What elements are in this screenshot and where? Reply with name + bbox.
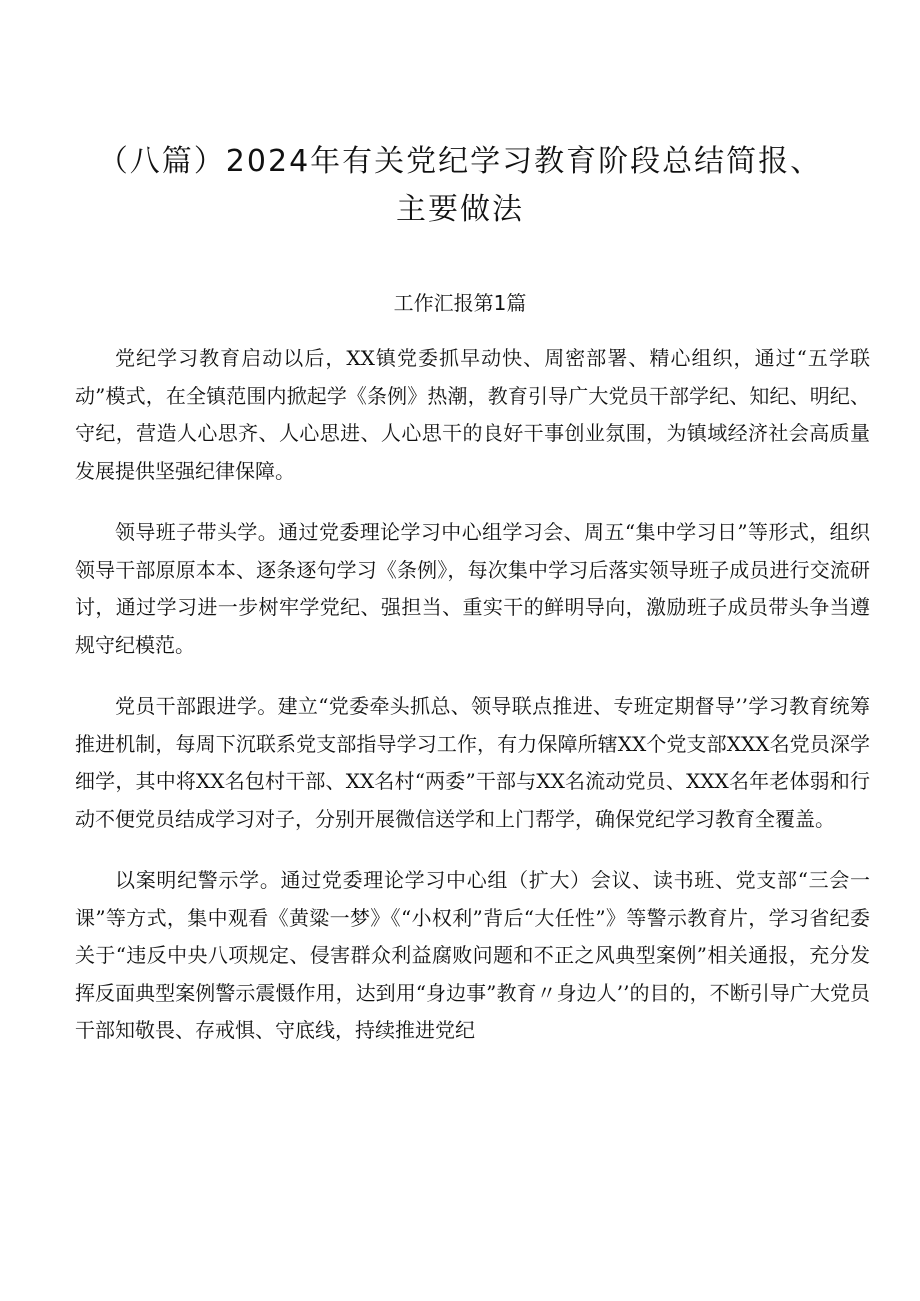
paragraph-leadership-study bbox=[75, 514, 870, 664]
paragraph-warning-study bbox=[75, 862, 870, 1050]
paragraph-intro bbox=[75, 340, 870, 490]
document-title-line-2: 主要做法 bbox=[396, 192, 524, 228]
paragraph-lead: 领导班子带头学。 bbox=[115, 520, 279, 544]
paragraph-lead: 以案明纪警示学。 bbox=[115, 868, 281, 892]
paragraph-text: 建立“党委牵头抓总、领导联点推进、专班定期督导’’学习教育统筹推进机制，每周下沉联系党支部指导学习工作，有力保障所辖XX个党支部XXX名党员深学细学，其中将XX名包村干部、XX名村“两委”干部与XX名流动党员、XXX名年老体弱和行动不便党员结成学习对子，分别开展微信送学和上门帮学，确保党纪学习教育全覆盖。 bbox=[75, 694, 870, 831]
document-title-line-1: （八篇）2024年有关党纪学习教育阶段总结简报、 bbox=[97, 144, 823, 180]
paragraph-text: 党纪学习教育启动以后，XX镇党委抓早动快、周密部署、精心组织，通过“五学联动”模式，在全镇范围内掀起学《条例》热潮，教育引导广大党员干部学纪、知纪、明纪、守纪，营造人心思齐、人心思进、人心思干的良好干事创业氛围，为镇域经济社会高质量发展提供坚强纪律保障。 bbox=[75, 346, 870, 483]
document-body bbox=[75, 340, 870, 1074]
paragraph-text: 通过党委理论学习中心组学习会、周五“集中学习日”等形式，组织领导干部原原本本、逐条逐句学习《条例》，每次集中学习后落实领导班子成员进行交流研讨，通过学习进一步树牢学党纪、强担当、重实干的鲜明导向，激励班子成员带头争当遵规守纪模范。 bbox=[75, 520, 871, 657]
section-subtitle: 工作汇报第1篇 bbox=[393, 291, 527, 315]
paragraph-cadre-study bbox=[75, 688, 870, 838]
document-title bbox=[60, 138, 860, 234]
paragraph-text: 通过党委理论学习中心组（扩大）会议、读书班、党支部“三会一课”等方式，集中观看《黄粱一梦》《“小权利”背后“大任性”》等警示教育片，学习省纪委关于“违反中央八项规定、侵害群众利益腐败问题和不正之风典型案例”相关通报，充分发挥反面典型案例警示震慑作用，达到用“身边事”教育〃身边人’’的目的，不断引导广大党员干部知敬畏、存戒惧、守底线，持续推进党纪 bbox=[75, 868, 871, 1042]
paragraph-lead: 党员干部跟进学。 bbox=[115, 694, 278, 718]
